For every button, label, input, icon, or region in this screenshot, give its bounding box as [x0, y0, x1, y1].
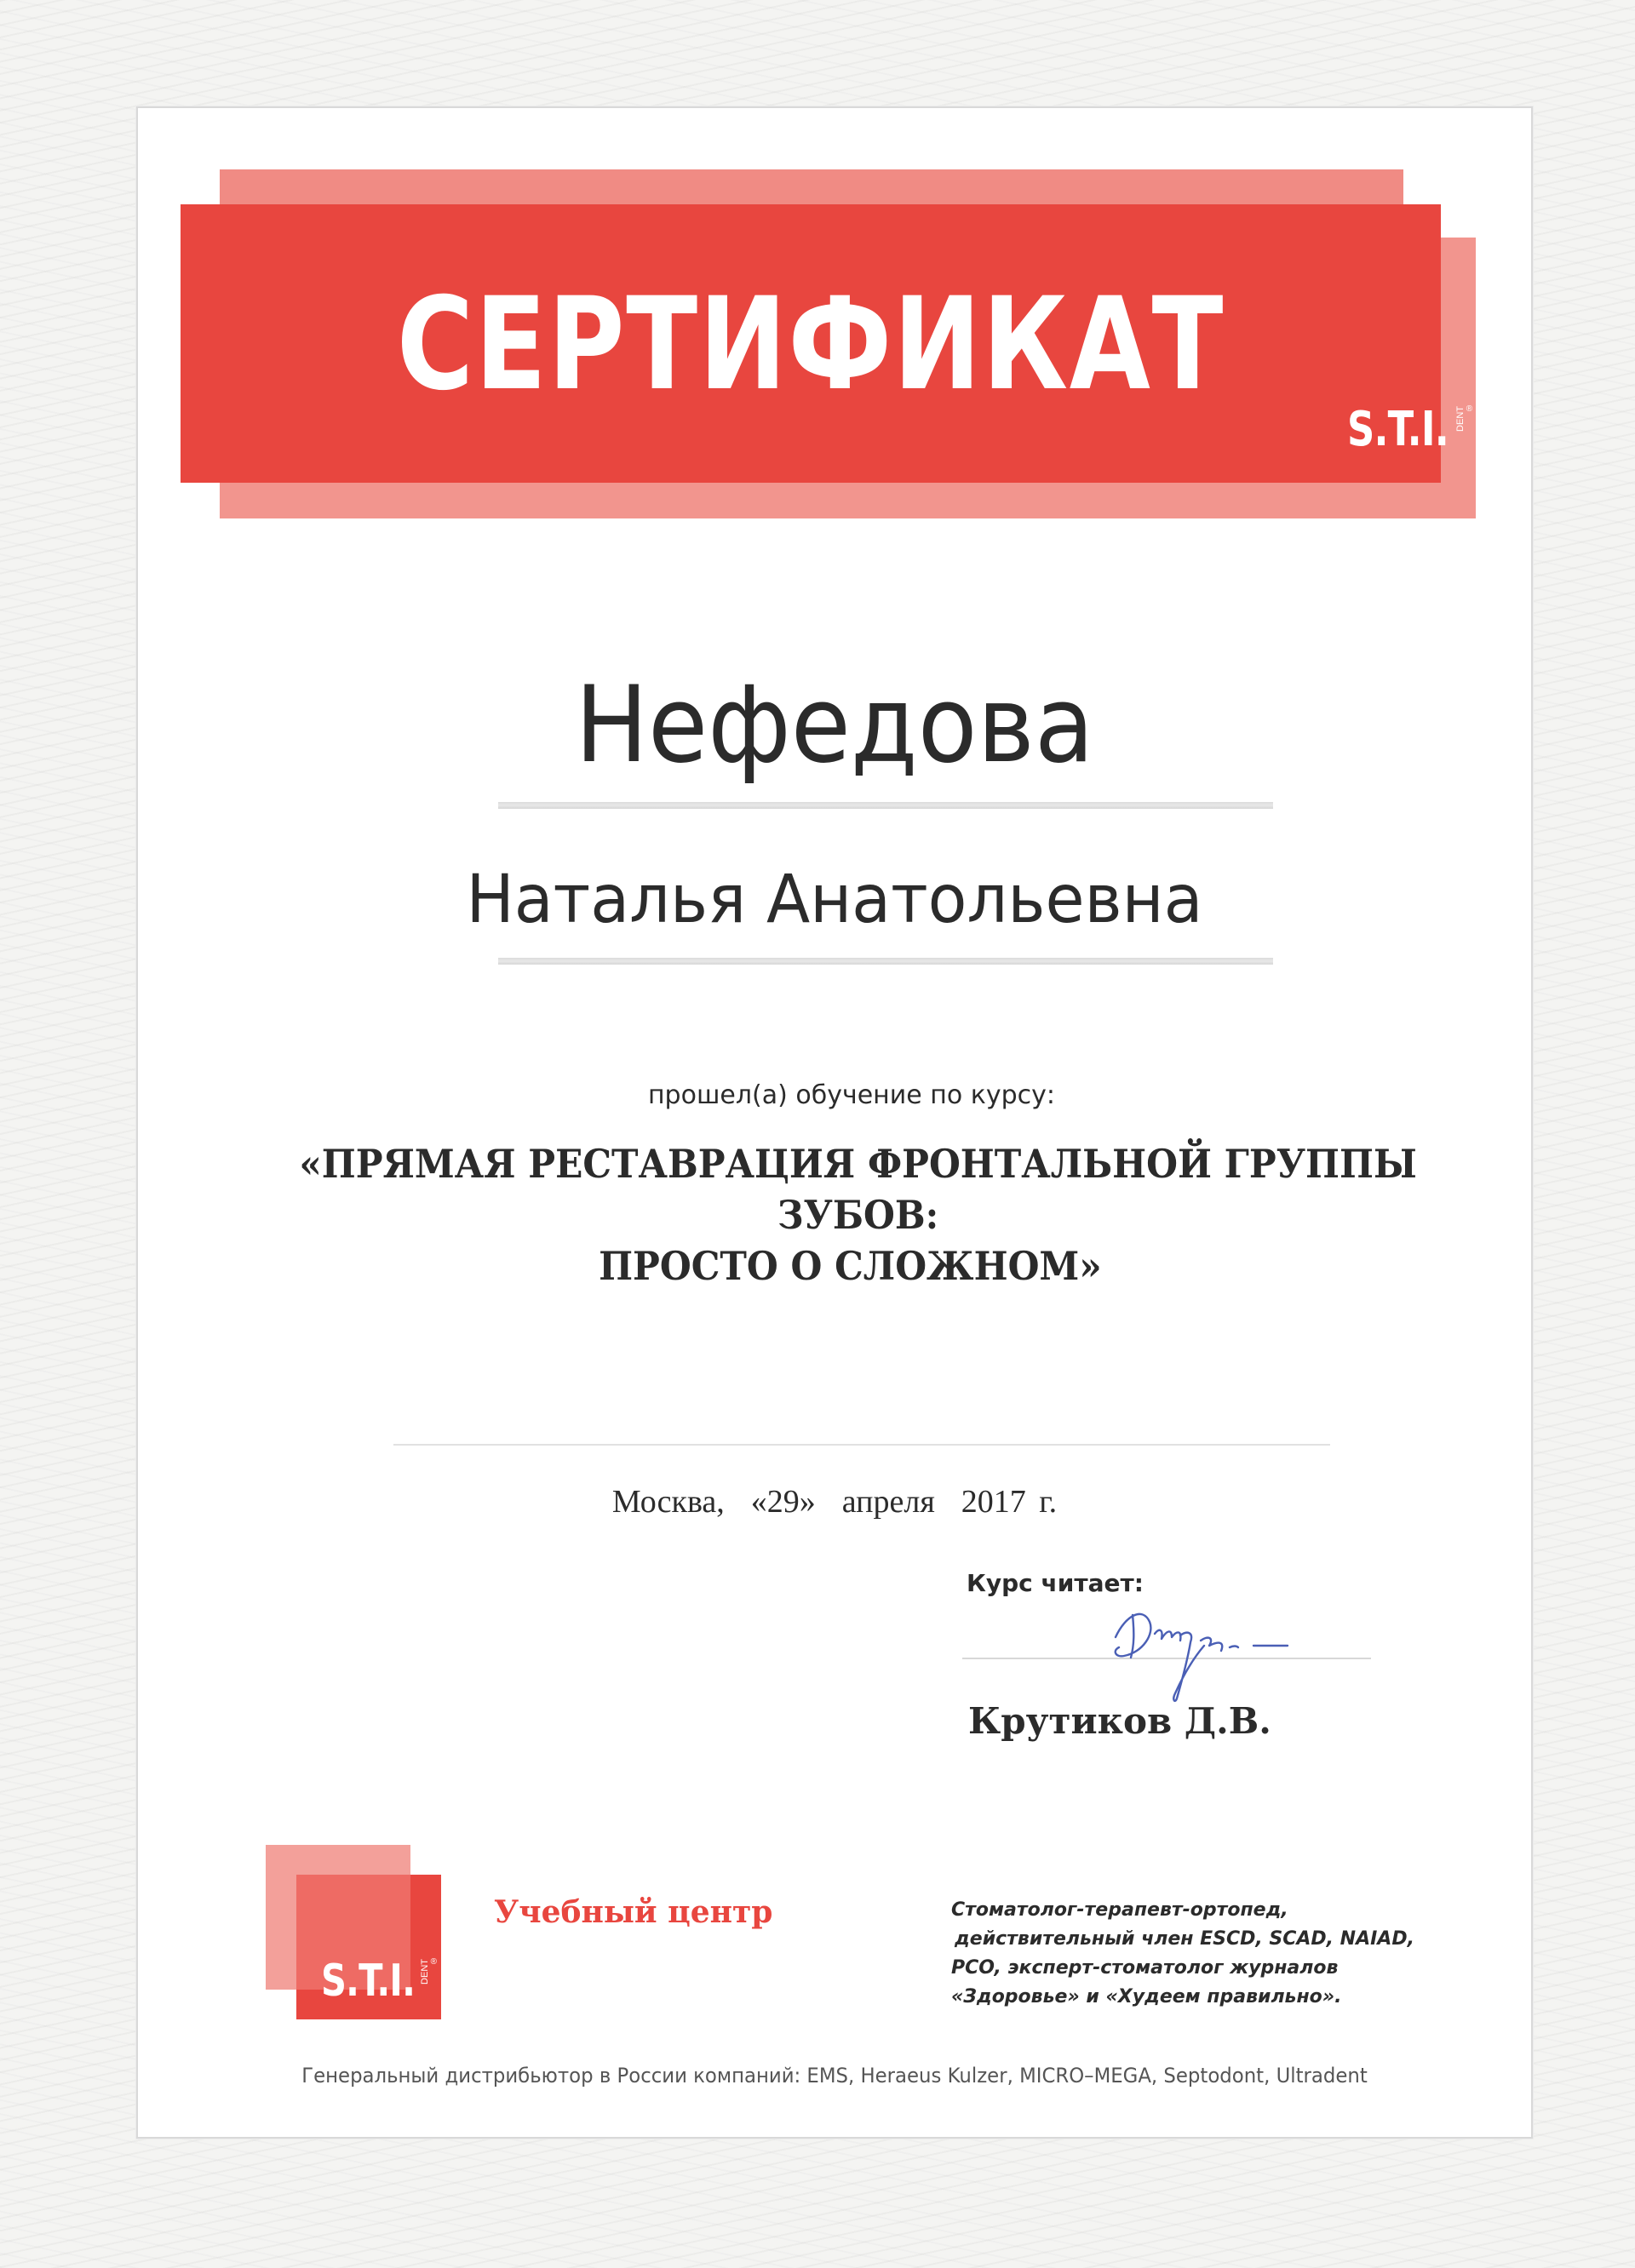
divider [498, 958, 1273, 965]
certificate-title: СЕРТИФИКАТ [396, 271, 1225, 419]
place-date: Москва, «29» апреля 2017 г. [611, 1484, 1058, 1520]
sti-logo-bottom [321, 1957, 437, 2005]
sti-logo [1347, 404, 1472, 455]
credentials-line: Стоматолог-терапевт-ортопед, [951, 1899, 1288, 1921]
sti-logo-text: S.T.I. [1347, 402, 1449, 457]
lecturer-label: Курс читает: [967, 1569, 1144, 1597]
sti-logo-text: S.T.I. [321, 1956, 416, 2007]
recipient-surname: Нефедова [575, 664, 1094, 787]
credentials-line: PCO, эксперт-стоматолог журналов [951, 1957, 1339, 1979]
lecturer-credentials [951, 1896, 1479, 2012]
sti-logo-dent: DENT [1454, 406, 1466, 432]
registered-mark: ® [430, 1957, 438, 1967]
course-title-line-1: «ПРЯМАЯ РЕСТАВРАЦИЯ ФРОНТАЛЬНОЙ ГРУППЫ ЗУБОВ: [299, 1141, 1417, 1238]
sti-logo-dent: DENT [419, 1959, 430, 1984]
title-banner [181, 204, 1473, 483]
course-title-line-2: ПРОСТО О СЛОЖНОМ» [599, 1243, 1102, 1289]
lecturer-name: Крутиков Д.В. [968, 1700, 1271, 1742]
completed-text: прошел(а) обучение по курсу: [647, 1080, 1056, 1110]
certificate [136, 106, 1533, 2139]
training-center-label: Учебный центр [494, 1894, 773, 1930]
divider [498, 802, 1273, 809]
divider [393, 1444, 1330, 1446]
credentials-line: действительный член ESCD, SCAD, NAIAD, [955, 1928, 1414, 1950]
recipient-given-names: Наталья Анатольевна [466, 862, 1203, 938]
signature-image [1109, 1581, 1364, 1709]
registered-mark: ® [1466, 404, 1473, 414]
credentials-line: «Здоровье» и «Худеем правильно». [951, 1986, 1342, 2007]
footer-distributor: Генеральный дистрибьютор в России компаний: EMS, Heraeus Kulzer, MICRO–MEGA, Septodont, Ultradent [301, 2064, 1368, 2088]
